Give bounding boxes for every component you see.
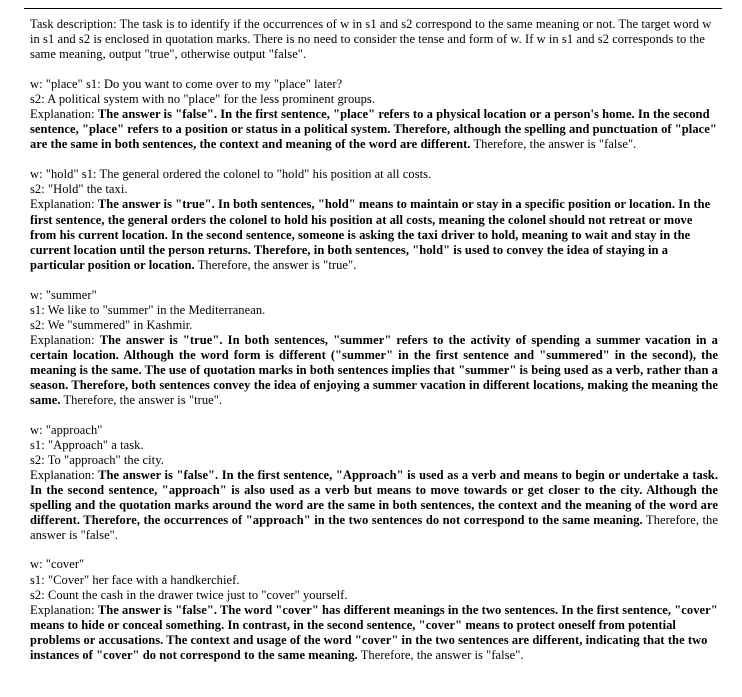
- explanation-bold-text: The answer is "true". In both sentences, "summer" refers to the activity of spending a summer vacation in a certain location. Although the word form is different ("summer" in the first sentence and "summered" in the second), the meaning is the same. The use of quotation marks in both sentences implies that "summer" is being used as a verb, rather than a season. Therefore, both sentences convey the idea of enjoying a summer vacation in different locations, making the meaning the same.: [30, 332, 718, 408]
- explanation-label: Explanation:: [30, 468, 95, 483]
- example-explanation: [30, 107, 718, 152]
- example-word-line: w: "cover": [30, 557, 85, 572]
- explanation-bold-text: The answer is "true". In both sentences, "hold" means to maintain or stay in a specific position or location. In the first sentence, the general orders the colonel to hold his position at all costs, meaning the colonel should not retreat or move from his current location. In the second sentence, someone is asking the taxi driver to hold, meaning to wait and stay in the current location until the person returns. Therefore, in both sentences, "hold" is used to convey the idea of staying in a particular position or location.: [30, 197, 711, 272]
- example-block-cover: [30, 557, 718, 662]
- example-word-line: w: "hold" s1: The general ordered the colonel to "hold" his position at all costs.: [30, 167, 432, 182]
- explanation-bold-text: The answer is "false". In the first sentence, "place" refers to a physical location or a person's home. In the second sentence, "place" refers to a position or status in a political system. Therefore, although the spelling and punctuation of "place" are the same in both sentences, the context and meaning of the word are different.: [30, 107, 717, 152]
- explanation-label: Explanation:: [30, 602, 95, 617]
- explanation-tail-text: Therefore, the answer is "false".: [470, 137, 637, 152]
- example-s1-line: s1: "Approach" a task.: [30, 438, 144, 453]
- example-s2-line: s2: "Hold" the taxi.: [30, 182, 128, 197]
- example-s1-line: s1: We like to "summer" in the Mediterranean.: [30, 302, 266, 317]
- example-word-line: w: "approach": [30, 423, 103, 438]
- task-description-paragraph: Task description: The task is to identify if the occurrences of w in s1 and s2 correspond to the same meaning or not. The target word w in s1 and s2 is enclosed in quotation marks. There is no need to consider the tense and form of w. If w in s1 and s2 corresponds to the same meaning, output "true", otherwise output "false".: [30, 17, 712, 62]
- example-word-line: w: "summer": [30, 287, 97, 302]
- explanation-tail-text: Therefore, the answer is "false".: [357, 647, 524, 662]
- example-block-hold: [30, 167, 718, 272]
- example-block-approach: [30, 423, 718, 543]
- explanation-label: Explanation:: [30, 197, 95, 212]
- document-content: [30, 17, 718, 663]
- explanation-tail-text: Therefore, the answer is "false".: [30, 513, 718, 543]
- example-explanation: [30, 333, 718, 408]
- explanation-label: Explanation:: [30, 332, 95, 347]
- spacer: [30, 408, 718, 423]
- explanation-label: Explanation:: [30, 107, 95, 122]
- explanation-bold-text: The answer is "false". The word "cover" has different meanings in the two sentences. In the first sentence, "cover" means to hide or conceal something. In contrast, in the second sentence, "cover" means to protect oneself from potential problems or accusations. The context and usage of the word "cover" in the two sentences are different, indicating that the two instances of "cover" do not correspond to the same meaning.: [30, 602, 718, 662]
- explanation-bold-text: The answer is "false". In the first sentence, "Approach" is used as a verb and means to begin or undertake a task. In the second sentence, "approach" is also used as a verb but means to move towards or get closer to the city. Although the spelling and the quotation marks around the word are the same in both sentences, the context and the meaning of the word are different. Therefore, the occurrences of "approach" in the two sentences do not correspond to the same meaning.: [30, 468, 719, 528]
- explanation-tail-text: Therefore, the answer is "true".: [60, 393, 223, 408]
- spacer: [30, 152, 718, 167]
- spacer: [30, 62, 718, 77]
- example-s2-line: s2: A political system with no "place" for the less prominent groups.: [30, 92, 376, 107]
- example-word-line: w: "place" s1: Do you want to come over to my "place" later?: [30, 77, 343, 92]
- example-block-summer: [30, 288, 718, 408]
- example-explanation: [30, 468, 718, 543]
- example-explanation: [30, 603, 718, 663]
- example-s2-line: s2: We "summered" in Kashmir.: [30, 317, 193, 332]
- header-horizontal-rule: [24, 8, 722, 9]
- example-s1-line: s1: "Cover" her face with a handkerchief.: [30, 572, 240, 587]
- example-s2-line: s2: To "approach" the city.: [30, 453, 164, 468]
- example-block-place: [30, 77, 718, 152]
- example-s2-line: s2: Count the cash in the drawer twice just to "cover" yourself.: [30, 587, 348, 602]
- explanation-tail-text: Therefore, the answer is "true".: [194, 257, 357, 272]
- spacer: [30, 273, 718, 288]
- example-explanation: [30, 197, 718, 272]
- spacer: [30, 543, 718, 557]
